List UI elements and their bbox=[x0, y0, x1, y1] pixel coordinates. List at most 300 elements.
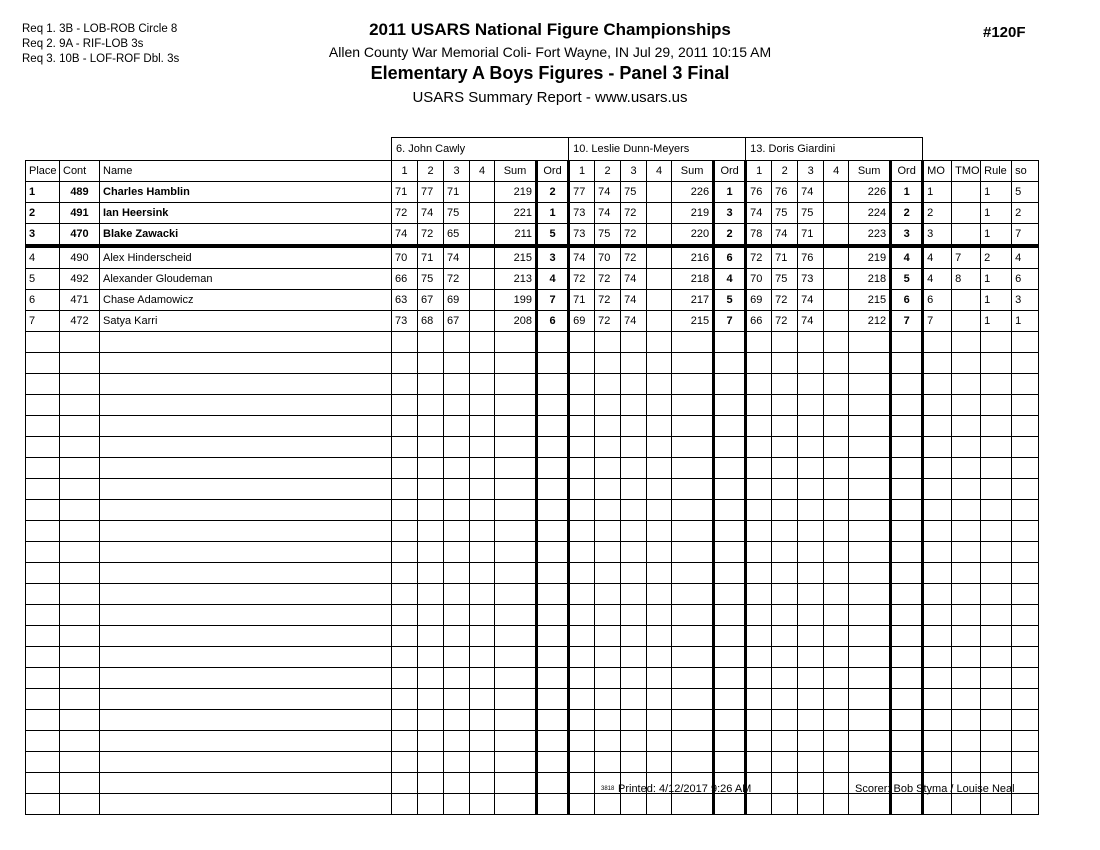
empty-ord-cell bbox=[714, 500, 746, 521]
empty-score-cell bbox=[621, 500, 647, 521]
empty-name-cell bbox=[100, 773, 392, 794]
ord-cell: 6 bbox=[537, 311, 569, 332]
empty-score-cell bbox=[569, 374, 595, 395]
empty-score-cell bbox=[470, 773, 495, 794]
table-row bbox=[26, 161, 1039, 182]
empty-ord-cell bbox=[891, 794, 923, 815]
tmo-cell bbox=[952, 182, 981, 203]
empty-cont-cell bbox=[60, 731, 100, 752]
table-row bbox=[26, 584, 1039, 605]
empty-sum-cell bbox=[849, 458, 891, 479]
col-header-cont: Cont bbox=[60, 161, 100, 182]
place-cell: 4 bbox=[26, 246, 60, 269]
empty-score-cell bbox=[772, 479, 798, 500]
empty-score-cell bbox=[470, 794, 495, 815]
score-cell: 71 bbox=[772, 246, 798, 269]
sum-cell: 199 bbox=[495, 290, 537, 311]
empty-score-cell bbox=[418, 752, 444, 773]
empty-ord-cell bbox=[891, 458, 923, 479]
score-cell: 76 bbox=[746, 182, 772, 203]
col-header-ord: Ord bbox=[537, 161, 569, 182]
empty-score-cell bbox=[569, 626, 595, 647]
empty-score-cell bbox=[569, 584, 595, 605]
empty-score-cell bbox=[798, 353, 824, 374]
empty-sum-cell bbox=[672, 521, 714, 542]
empty-score-cell bbox=[595, 479, 621, 500]
empty-score-cell bbox=[746, 626, 772, 647]
empty-score-cell bbox=[392, 563, 418, 584]
sum-cell: 216 bbox=[672, 246, 714, 269]
report-subtitle: USARS Summary Report - www.usars.us bbox=[412, 89, 688, 106]
empty-place-cell bbox=[26, 332, 60, 353]
empty-cont-cell bbox=[60, 458, 100, 479]
empty-score-cell bbox=[595, 710, 621, 731]
empty-right-cell bbox=[952, 584, 981, 605]
place-cell: 1 bbox=[26, 182, 60, 203]
empty-sum-cell bbox=[495, 458, 537, 479]
sum-cell: 221 bbox=[495, 203, 537, 224]
empty-right-cell bbox=[981, 794, 1012, 815]
score-cell bbox=[824, 203, 849, 224]
empty-name-cell bbox=[100, 647, 392, 668]
empty-ord-cell bbox=[891, 668, 923, 689]
empty-score-cell bbox=[392, 479, 418, 500]
score-cell: 75 bbox=[772, 269, 798, 290]
empty-sum-cell bbox=[849, 647, 891, 668]
empty-score-cell bbox=[621, 332, 647, 353]
empty-sum-cell bbox=[672, 584, 714, 605]
score-cell bbox=[647, 182, 672, 203]
score-cell: 76 bbox=[772, 182, 798, 203]
empty-score-cell bbox=[621, 584, 647, 605]
sum-cell: 217 bbox=[672, 290, 714, 311]
empty-score-cell bbox=[621, 353, 647, 374]
empty-score-cell bbox=[621, 710, 647, 731]
mo-cell: 4 bbox=[923, 269, 952, 290]
score-cell bbox=[824, 246, 849, 269]
empty-score-cell bbox=[444, 689, 470, 710]
empty-score-cell bbox=[444, 773, 470, 794]
empty-score-cell bbox=[798, 395, 824, 416]
empty-ord-cell bbox=[714, 731, 746, 752]
empty-sum-cell bbox=[495, 416, 537, 437]
requirement-line-3: Req 3. 10B - LOF-ROF Dbl. 3s bbox=[22, 53, 180, 65]
empty-score-cell bbox=[392, 521, 418, 542]
empty-score-cell bbox=[569, 458, 595, 479]
empty-right-cell bbox=[1012, 458, 1039, 479]
empty-score-cell bbox=[444, 563, 470, 584]
empty-score-cell bbox=[647, 584, 672, 605]
empty-score-cell bbox=[798, 773, 824, 794]
col-header-ord: Ord bbox=[891, 161, 923, 182]
empty-right-cell bbox=[1012, 773, 1039, 794]
tmo-cell bbox=[952, 290, 981, 311]
empty-right-cell bbox=[1012, 689, 1039, 710]
empty-score-cell bbox=[772, 626, 798, 647]
empty-sum-cell bbox=[672, 416, 714, 437]
score-cell: 73 bbox=[392, 311, 418, 332]
empty-score-cell bbox=[798, 752, 824, 773]
score-cell: 74 bbox=[595, 203, 621, 224]
empty-score-cell bbox=[595, 353, 621, 374]
empty-score-cell bbox=[470, 332, 495, 353]
empty-right-cell bbox=[981, 626, 1012, 647]
empty-name-cell bbox=[100, 437, 392, 458]
empty-place-cell bbox=[26, 689, 60, 710]
championship-title: 2011 USARS National Figure Championships bbox=[369, 20, 731, 39]
empty-name-cell bbox=[100, 710, 392, 731]
table-row bbox=[26, 479, 1039, 500]
empty-score-cell bbox=[569, 416, 595, 437]
sum-cell: 218 bbox=[849, 269, 891, 290]
empty-name-cell bbox=[100, 416, 392, 437]
empty-score-cell bbox=[569, 542, 595, 563]
sum-cell: 208 bbox=[495, 311, 537, 332]
so-cell: 6 bbox=[1012, 269, 1039, 290]
mo-cell: 3 bbox=[923, 224, 952, 247]
empty-score-cell bbox=[444, 395, 470, 416]
empty-score-cell bbox=[824, 416, 849, 437]
empty-right-cell bbox=[981, 353, 1012, 374]
tmo-cell bbox=[952, 203, 981, 224]
empty-score-cell bbox=[444, 752, 470, 773]
empty-score-cell bbox=[569, 752, 595, 773]
ord-cell: 1 bbox=[714, 182, 746, 203]
empty-right-cell bbox=[1012, 353, 1039, 374]
empty-right-cell bbox=[923, 437, 952, 458]
empty-right-cell bbox=[952, 647, 981, 668]
score-cell: 72 bbox=[569, 269, 595, 290]
empty-ord-cell bbox=[714, 647, 746, 668]
empty-right-cell bbox=[1012, 332, 1039, 353]
place-cell: 6 bbox=[26, 290, 60, 311]
empty-ord-cell bbox=[714, 626, 746, 647]
so-cell: 7 bbox=[1012, 224, 1039, 247]
empty-right-cell bbox=[952, 479, 981, 500]
empty-sum-cell bbox=[495, 521, 537, 542]
empty-score-cell bbox=[798, 542, 824, 563]
empty-name-cell bbox=[100, 626, 392, 647]
judge-header: 13. Doris Giardini bbox=[746, 138, 923, 161]
empty-sum-cell bbox=[672, 458, 714, 479]
empty-ord-cell bbox=[537, 647, 569, 668]
score-cell bbox=[647, 224, 672, 247]
empty-ord-cell bbox=[891, 584, 923, 605]
sum-cell: 215 bbox=[849, 290, 891, 311]
empty-cont-cell bbox=[60, 416, 100, 437]
empty-sum-cell bbox=[672, 500, 714, 521]
score-cell bbox=[647, 311, 672, 332]
empty-sum-cell bbox=[849, 437, 891, 458]
sum-cell: 215 bbox=[495, 246, 537, 269]
table-row bbox=[26, 269, 1039, 290]
cont-cell: 471 bbox=[60, 290, 100, 311]
empty-sum-cell bbox=[495, 563, 537, 584]
empty-score-cell bbox=[418, 416, 444, 437]
table-row bbox=[26, 437, 1039, 458]
empty-score-cell bbox=[798, 416, 824, 437]
empty-score-cell bbox=[470, 563, 495, 584]
empty-right-cell bbox=[923, 752, 952, 773]
empty-right-cell bbox=[981, 374, 1012, 395]
empty-sum-cell bbox=[849, 731, 891, 752]
empty-right-cell bbox=[923, 395, 952, 416]
score-cell: 72 bbox=[621, 224, 647, 247]
empty-score-cell bbox=[418, 353, 444, 374]
empty-ord-cell bbox=[537, 353, 569, 374]
empty-ord-cell bbox=[537, 752, 569, 773]
table-row bbox=[26, 395, 1039, 416]
score-cell: 78 bbox=[746, 224, 772, 247]
score-cell: 69 bbox=[444, 290, 470, 311]
empty-sum-cell bbox=[672, 563, 714, 584]
empty-right-cell bbox=[952, 521, 981, 542]
empty-score-cell bbox=[621, 605, 647, 626]
empty-place-cell bbox=[26, 521, 60, 542]
empty-score-cell bbox=[595, 374, 621, 395]
empty-right-cell bbox=[923, 731, 952, 752]
empty-right-cell bbox=[923, 416, 952, 437]
empty-sum-cell bbox=[672, 731, 714, 752]
empty-score-cell bbox=[824, 500, 849, 521]
empty-score-cell bbox=[392, 731, 418, 752]
empty-ord-cell bbox=[714, 353, 746, 374]
empty-name-cell bbox=[100, 479, 392, 500]
empty-name-cell bbox=[100, 332, 392, 353]
empty-ord-cell bbox=[891, 395, 923, 416]
empty-score-cell bbox=[772, 794, 798, 815]
empty-ord-cell bbox=[891, 626, 923, 647]
empty-place-cell bbox=[26, 647, 60, 668]
score-cell bbox=[470, 311, 495, 332]
empty-score-cell bbox=[798, 647, 824, 668]
empty-right-cell bbox=[952, 437, 981, 458]
footer-printed-line: Printed: 4/12/2017 9:26 AM bbox=[618, 783, 752, 795]
empty-score-cell bbox=[595, 521, 621, 542]
empty-score-cell bbox=[470, 521, 495, 542]
empty-ord-cell bbox=[714, 395, 746, 416]
table-row bbox=[26, 500, 1039, 521]
empty-sum-cell bbox=[849, 563, 891, 584]
empty-score-cell bbox=[647, 521, 672, 542]
empty-ord-cell bbox=[537, 773, 569, 794]
col-header-score: 3 bbox=[621, 161, 647, 182]
table-row bbox=[26, 710, 1039, 731]
empty-ord-cell bbox=[891, 710, 923, 731]
score-cell: 74 bbox=[798, 290, 824, 311]
empty-ord-cell bbox=[891, 416, 923, 437]
col-header-score: 3 bbox=[798, 161, 824, 182]
empty-score-cell bbox=[746, 353, 772, 374]
rule-cell: 1 bbox=[981, 203, 1012, 224]
empty-right-cell bbox=[981, 731, 1012, 752]
empty-ord-cell bbox=[714, 521, 746, 542]
empty-sum-cell bbox=[672, 542, 714, 563]
empty-cont-cell bbox=[60, 626, 100, 647]
name-cell: Ian Heersink bbox=[100, 203, 392, 224]
empty-right-cell bbox=[1012, 584, 1039, 605]
so-cell: 5 bbox=[1012, 182, 1039, 203]
sum-cell: 220 bbox=[672, 224, 714, 247]
ord-cell: 1 bbox=[537, 203, 569, 224]
score-cell: 69 bbox=[569, 311, 595, 332]
empty-score-cell bbox=[621, 542, 647, 563]
empty-ord-cell bbox=[537, 395, 569, 416]
empty-score-cell bbox=[569, 353, 595, 374]
empty-score-cell bbox=[392, 584, 418, 605]
empty-score-cell bbox=[798, 437, 824, 458]
empty-place-cell bbox=[26, 353, 60, 374]
empty-score-cell bbox=[470, 479, 495, 500]
score-cell: 74 bbox=[569, 246, 595, 269]
empty-right-cell bbox=[952, 563, 981, 584]
empty-score-cell bbox=[621, 437, 647, 458]
empty-score-cell bbox=[772, 500, 798, 521]
col-header-score: 1 bbox=[746, 161, 772, 182]
empty-ord-cell bbox=[891, 479, 923, 500]
empty-place-cell bbox=[26, 437, 60, 458]
empty-score-cell bbox=[824, 710, 849, 731]
empty-score-cell bbox=[392, 794, 418, 815]
empty-score-cell bbox=[595, 584, 621, 605]
ord-cell: 3 bbox=[537, 246, 569, 269]
score-cell: 69 bbox=[746, 290, 772, 311]
empty-score-cell bbox=[569, 395, 595, 416]
score-cell: 67 bbox=[444, 311, 470, 332]
table-row bbox=[26, 542, 1039, 563]
score-cell bbox=[470, 203, 495, 224]
empty-ord-cell bbox=[714, 332, 746, 353]
empty-score-cell bbox=[595, 605, 621, 626]
score-cell bbox=[470, 269, 495, 290]
empty-score-cell bbox=[569, 437, 595, 458]
empty-ord-cell bbox=[891, 500, 923, 521]
empty-score-cell bbox=[392, 437, 418, 458]
empty-place-cell bbox=[26, 479, 60, 500]
empty-sum-cell bbox=[672, 479, 714, 500]
empty-score-cell bbox=[418, 542, 444, 563]
table-row bbox=[26, 138, 1039, 161]
empty-score-cell bbox=[392, 353, 418, 374]
score-cell: 71 bbox=[444, 182, 470, 203]
empty-score-cell bbox=[470, 605, 495, 626]
empty-cont-cell bbox=[60, 500, 100, 521]
empty-right-cell bbox=[952, 416, 981, 437]
empty-score-cell bbox=[595, 626, 621, 647]
empty-score-cell bbox=[772, 437, 798, 458]
empty-score-cell bbox=[824, 479, 849, 500]
score-cell: 71 bbox=[798, 224, 824, 247]
empty-score-cell bbox=[470, 374, 495, 395]
empty-score-cell bbox=[595, 752, 621, 773]
empty-score-cell bbox=[392, 626, 418, 647]
empty-ord-cell bbox=[891, 563, 923, 584]
empty-right-cell bbox=[923, 668, 952, 689]
empty-score-cell bbox=[746, 542, 772, 563]
empty-ord-cell bbox=[714, 668, 746, 689]
name-cell: Alexander Gloudeman bbox=[100, 269, 392, 290]
empty-score-cell bbox=[824, 374, 849, 395]
empty-sum-cell bbox=[849, 794, 891, 815]
empty-right-cell bbox=[1012, 395, 1039, 416]
empty-score-cell bbox=[746, 584, 772, 605]
empty-score-cell bbox=[798, 332, 824, 353]
empty-score-cell bbox=[595, 689, 621, 710]
empty-right-cell bbox=[952, 542, 981, 563]
empty-right-cell bbox=[952, 500, 981, 521]
empty-sum-cell bbox=[849, 752, 891, 773]
empty-score-cell bbox=[444, 332, 470, 353]
empty-score-cell bbox=[595, 332, 621, 353]
empty-sum-cell bbox=[849, 689, 891, 710]
empty-score-cell bbox=[444, 731, 470, 752]
score-cell: 75 bbox=[595, 224, 621, 247]
empty-sum-cell bbox=[495, 647, 537, 668]
empty-right-cell bbox=[952, 374, 981, 395]
sum-cell: 226 bbox=[672, 182, 714, 203]
score-cell: 74 bbox=[746, 203, 772, 224]
empty-right-cell bbox=[923, 521, 952, 542]
tmo-cell bbox=[952, 224, 981, 247]
empty-ord-cell bbox=[714, 542, 746, 563]
empty-right-cell bbox=[1012, 731, 1039, 752]
col-header-score: 2 bbox=[595, 161, 621, 182]
empty-score-cell bbox=[647, 374, 672, 395]
empty-score-cell bbox=[569, 479, 595, 500]
col-header-right: so bbox=[1012, 161, 1039, 182]
document-number: #120F bbox=[983, 24, 1026, 41]
empty-sum-cell bbox=[849, 395, 891, 416]
empty-ord-cell bbox=[714, 458, 746, 479]
empty-score-cell bbox=[470, 752, 495, 773]
empty-cont-cell bbox=[60, 332, 100, 353]
empty-score-cell bbox=[824, 353, 849, 374]
empty-score-cell bbox=[772, 689, 798, 710]
rule-cell: 1 bbox=[981, 269, 1012, 290]
score-cell: 70 bbox=[746, 269, 772, 290]
empty-score-cell bbox=[621, 479, 647, 500]
empty-score-cell bbox=[418, 332, 444, 353]
empty-right-cell bbox=[952, 395, 981, 416]
sum-cell: 226 bbox=[849, 182, 891, 203]
empty-score-cell bbox=[746, 437, 772, 458]
empty-score-cell bbox=[772, 605, 798, 626]
empty-score-cell bbox=[772, 668, 798, 689]
empty-score-cell bbox=[392, 416, 418, 437]
empty-name-cell bbox=[100, 668, 392, 689]
empty-ord-cell bbox=[891, 647, 923, 668]
place-cell: 3 bbox=[26, 224, 60, 247]
empty-score-cell bbox=[824, 563, 849, 584]
empty-ord-cell bbox=[537, 794, 569, 815]
empty-score-cell bbox=[621, 752, 647, 773]
empty-score-cell bbox=[824, 521, 849, 542]
empty-score-cell bbox=[595, 395, 621, 416]
empty-right-cell bbox=[981, 605, 1012, 626]
empty-score-cell bbox=[772, 563, 798, 584]
col-header-right: Rule bbox=[981, 161, 1012, 182]
empty-sum-cell bbox=[495, 479, 537, 500]
ord-cell: 7 bbox=[891, 311, 923, 332]
empty-right-cell bbox=[981, 668, 1012, 689]
empty-ord-cell bbox=[714, 605, 746, 626]
empty-right-cell bbox=[923, 332, 952, 353]
empty-score-cell bbox=[621, 626, 647, 647]
table-row bbox=[26, 689, 1039, 710]
empty-cont-cell bbox=[60, 437, 100, 458]
score-cell: 74 bbox=[444, 246, 470, 269]
empty-score-cell bbox=[418, 500, 444, 521]
